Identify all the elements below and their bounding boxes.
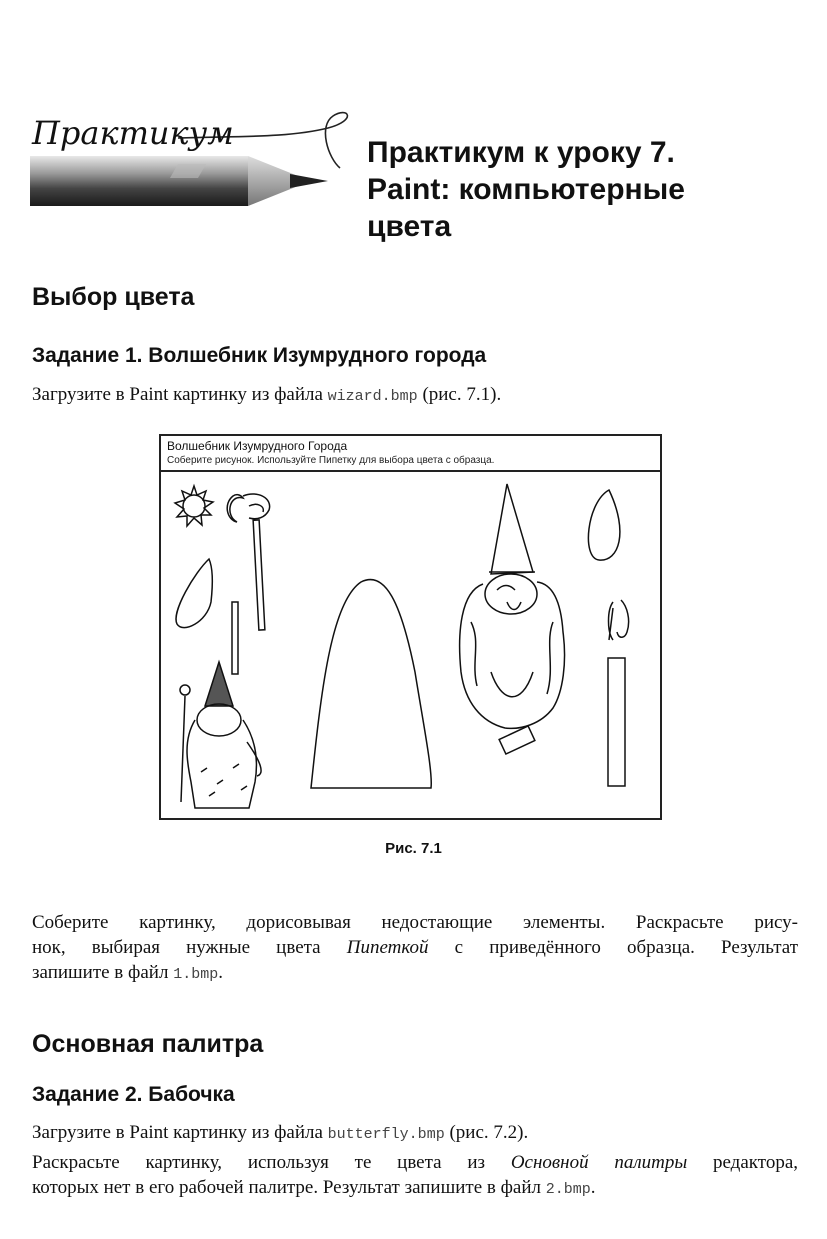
- paragraph-text: которых нет в его рабочей палитре. Результат запишите в файл: [32, 1177, 541, 1198]
- figure-subtitle: Соберите рисунок. Используйте Пипетку для выбора цвета с образца.: [167, 455, 495, 466]
- task-2-instruction: [32, 1120, 528, 1147]
- paragraph-text: с приведённого образца. Результат: [454, 937, 799, 958]
- main-palette-term: Основной палитры: [510, 1152, 688, 1173]
- paragraph-line: [32, 935, 798, 960]
- task-1-figure-ref: (рис. 7.1).: [422, 384, 502, 405]
- wizard-parts-illustration: [161, 472, 660, 818]
- cape-piece-shape: [588, 490, 619, 560]
- paragraph-line: [32, 960, 798, 987]
- paragraph-text: нок, выбирая нужные цвета: [32, 937, 321, 958]
- figure-7-1: [159, 434, 662, 820]
- task-2-figure-ref: (рис. 7.2).: [449, 1122, 529, 1143]
- moon-staff-icon: [227, 494, 269, 630]
- sun-icon: [175, 486, 213, 526]
- wizard-filename: wizard.bmp: [327, 388, 418, 405]
- output-filename-2: 2.bmp: [545, 1181, 591, 1198]
- hand-shape: [609, 600, 629, 640]
- figure-caption: [0, 840, 827, 857]
- brick-shape: [499, 726, 535, 754]
- task-1-heading: Задание 1. Волшебник Изумрудного города: [32, 344, 487, 367]
- page-title-line: Практикум к уроку 7.: [367, 136, 675, 169]
- paragraph-text: запишите в файл: [32, 962, 169, 983]
- task-2-heading: Задание 2. Бабочка: [32, 1083, 235, 1106]
- figure-header: [161, 436, 660, 472]
- logo-text: Практикум: [32, 114, 234, 152]
- hat-cone-shape: [311, 580, 431, 788]
- paragraph-line: Соберите картинку, дорисовывая недостающие элементы. Раскрасьте рису-: [32, 912, 798, 933]
- wizard-head-icon: [460, 484, 565, 728]
- page-title-line: Paint: компьютерные: [367, 173, 685, 206]
- candle-shape: [608, 658, 625, 786]
- figure-title: Волшебник Изумрудного Города: [167, 439, 348, 453]
- page-title-line: цвета: [367, 210, 452, 243]
- task-1-text: Загрузите в Paint картинку из файла: [32, 384, 323, 405]
- paragraph-text: .: [218, 962, 223, 983]
- section-heading-main-palette: Основная палитра: [32, 1030, 264, 1058]
- cape-piece-shape: [176, 559, 212, 628]
- eyedropper-term: Пипеткой: [346, 937, 429, 958]
- paragraph-text: редактора,: [713, 1152, 798, 1173]
- task-1-paragraph: [32, 910, 798, 987]
- figure-caption-text: Рис. 7.1: [385, 840, 442, 857]
- task-2-text: Загрузите в Paint картинку из файла: [32, 1122, 323, 1143]
- paragraph-text: .: [590, 1177, 596, 1198]
- wizard-figure-icon: [180, 662, 261, 808]
- task-2-paragraph: [32, 1150, 798, 1202]
- output-filename-1: 1.bmp: [173, 966, 219, 983]
- task-1-instruction: [32, 382, 501, 409]
- butterfly-filename: butterfly.bmp: [327, 1126, 445, 1143]
- paragraph-text: Раскрасьте картинку, используя те цвета из: [32, 1152, 486, 1173]
- paragraph-line: [32, 1175, 798, 1202]
- rod-shape: [232, 602, 238, 674]
- section-heading-color-choice: Выбор цвета: [32, 283, 195, 311]
- paragraph-line: [32, 1150, 798, 1175]
- practicum-logo: [28, 108, 358, 233]
- page-title: [367, 134, 807, 245]
- pencil-icon: [28, 108, 358, 233]
